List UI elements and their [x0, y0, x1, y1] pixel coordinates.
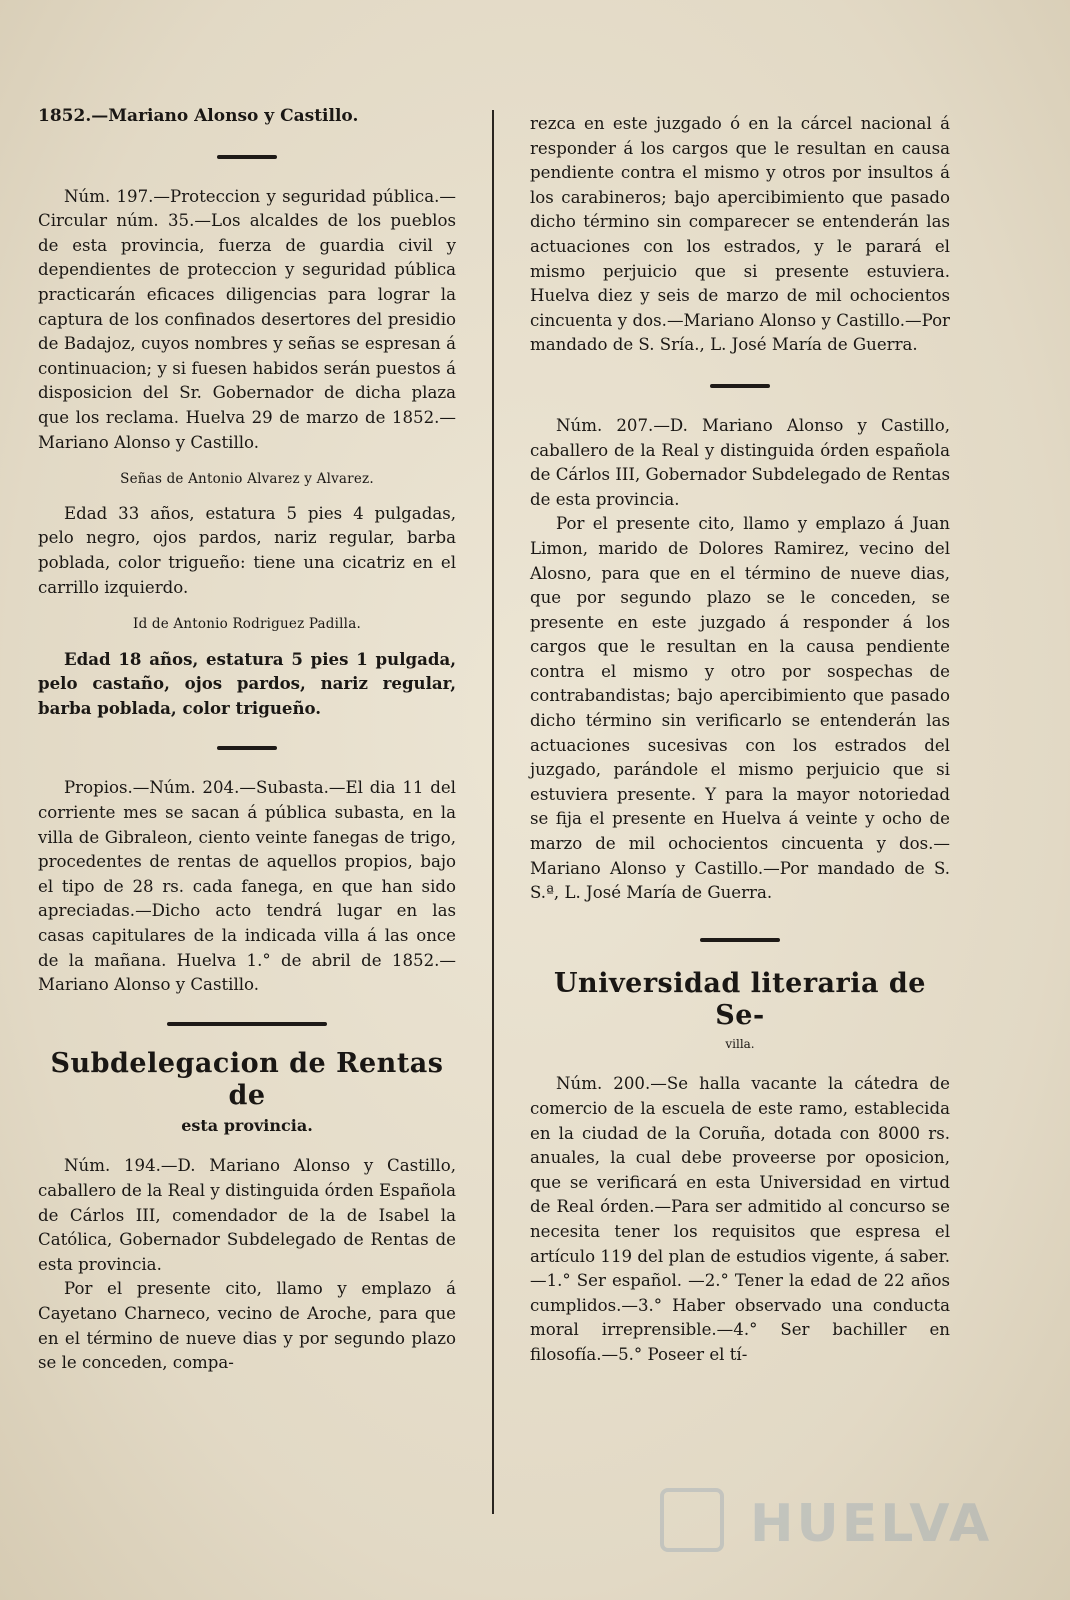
- divider: [710, 384, 770, 388]
- right-column: [530, 112, 950, 1368]
- archive-watermark: [660, 1488, 993, 1568]
- watermark-text: HUELVA: [750, 1494, 993, 1554]
- senas-1-title: Señas de Antonio Alvarez y Alvarez.: [120, 471, 374, 488]
- section-title-subdelegacion: Subdelegacion de Rentas de: [50, 1047, 444, 1111]
- senas-1-text: Edad 33 años, estatura 5 pies 4 pulgadas, pelo negro, ojos pardos, nariz regular, barba poblada, color trigueño: tiene una cicatriz en el carrillo izquierdo.: [38, 503, 456, 597]
- notice-207-body: Por el presente cito, llamo y emplazo á Juan Limon, marido de Dolores Ramirez, vecino del Alosno, para que en el término de nueve dias, que por segundo plazo se le conceden, se presente en este juzgado á responder á los cargos que le resultan en la causa pendiente contra el mismo y otro por sospechas de contrabandistas; bajo apercibimiento que pasado dicho término sin verificarlo se entenderán las actuaciones sucesivas con los estrados del juzgado, parándole el mismo perjuicio que si estuviera presente. Y para la mayor notoriedad se fija el presente en Huelva á veinte y ocho de marzo de mil ochocientos cincuenta y dos.—Mariano Alonso y Castillo.—Por mandado de S. S.ª, L. José María de Guerra.: [530, 514, 950, 903]
- continuation-194: rezca en este juzgado ó en la cárcel nacional á responder á los cargos que le resultan en causa pendiente contra el mismo y otros por insultos á los carabineros; bajo apercibimiento que pasado dicho término sin comparecer se entenderán las actuaciones con los estrados, y le parará el mismo perjuicio que si presente estuviera. Huelva diez y seis de marzo de mil ochocientos cincuenta y dos.—Mariano Alonso y Castillo.—Por mandado de S. Sría., L. José María de Guerra.: [530, 114, 950, 355]
- archive-logo-icon: [660, 1488, 724, 1552]
- divider: [217, 155, 277, 159]
- section-title-universidad: Universidad literaria de Se-: [554, 967, 926, 1031]
- notice-204: Propios.—Núm. 204.—Subasta.—El dia 11 del corriente mes se sacan á pública subasta, en la villa de Gibraleon, ciento veinte fanegas de trigo, procedentes de rentas de aquellos propios, bajo el tipo de 28 rs. cada fanega, en que han sido apreciadas.—Dicho acto tendrá lugar en las casas capitulares de la indicada villa á las once de la mañana. Huelva 1.° de abril de 1852.—Mariano Alonso y Castillo.: [38, 778, 456, 995]
- divider: [700, 938, 780, 942]
- left-column: [38, 104, 456, 1376]
- divider: [217, 746, 277, 750]
- notice-207-header: Núm. 207.—D. Mariano Alonso y Castillo, caballero de la Real y distinguida órden española de Cárlos III, Gobernador Subdelegado de Rentas de esta provincia.: [530, 415, 951, 509]
- notice-194-header: Núm. 194.—D. Mariano Alonso y Castillo, caballero de la Real y distinguida órden Española de Cárlos III, comendador de la de Isabel la Católica, Gobernador Subdelegado de Rentas de esta provincia.: [38, 1156, 456, 1274]
- notice-197: Núm. 197.—Proteccion y seguridad pública.—Circular núm. 35.—Los alcaldes de los pueblos de esta provincia, fuerza de guardia civil y dependientes de proteccion y seguridad pública practicarán eficaces diligencias para lograr la captura de los confinados desertores del presidio de Badajoz, cuyos nombres y señas se espresan á continuacion; y si fuesen habidos serán puestos á disposicion del Sr. Gobernador de dicha plaza que los reclama. Huelva 29 de marzo de 1852.—Mariano Alonso y Castillo.: [38, 186, 456, 452]
- senas-2-text: Edad 18 años, estatura 5 pies 1 pulgada, pelo castaño, ojos pardos, nariz regular, barba poblada, color trigueño.: [38, 648, 456, 718]
- senas-2-title: Id de Antonio Rodriguez Padilla.: [133, 616, 361, 633]
- header-line: 1852.—Mariano Alonso y Castillo.: [38, 106, 359, 126]
- column-rule: [492, 110, 494, 1514]
- section-subtitle-universidad: villa.: [725, 1036, 755, 1051]
- divider: [167, 1022, 327, 1026]
- section-subtitle-subdelegacion: esta provincia.: [181, 1115, 313, 1135]
- notice-194-body: Por el presente cito, llamo y emplazo á Cayetano Charneco, vecino de Aroche, para que en el término de nueve dias y por segundo plazo se le conceden, compa-: [38, 1279, 456, 1373]
- notice-200: Núm. 200.—Se halla vacante la cátedra de comercio de la escuela de este ramo, establecida en la ciudad de la Coruña, dotada con 8000 rs. anuales, la cual debe proveerse por oposicion, que se verificará en esta Universidad en virtud de Real órden.—Para ser admitido al concurso se necesita tener los requisitos que espresa el artículo 119 del plan de estudios vigente, á saber.—1.° Ser español. —2.° Tener la edad de 22 años cumplidos.—3.° Haber observado una conducta moral irreprensible.—4.° Ser bachiller en filosofía.—5.° Poseer el tí-: [530, 1074, 950, 1364]
